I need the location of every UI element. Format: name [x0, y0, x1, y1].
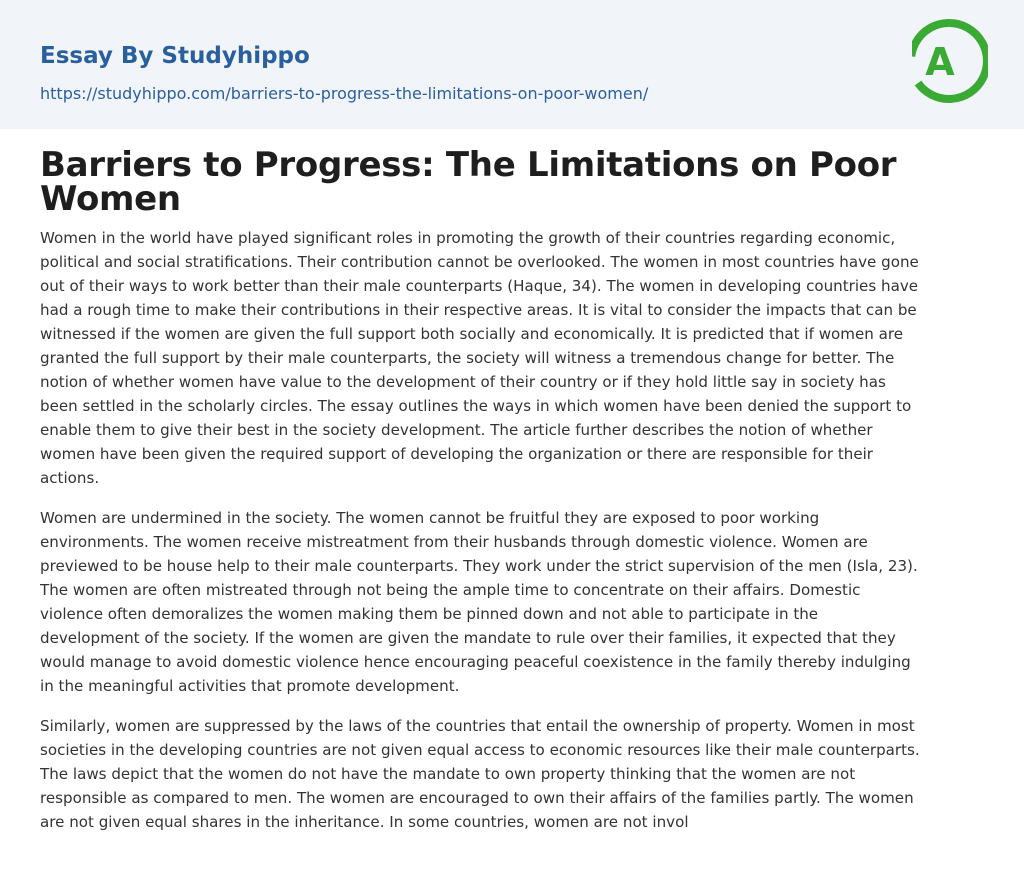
- site-header: [0, 0, 1024, 129]
- paragraph: [40, 226, 985, 490]
- paragraph-line: granted the full support by their male counterparts, the society will witness a tremendous change for better. The: [40, 349, 895, 367]
- studyhippo-logo-icon[interactable]: [912, 19, 988, 105]
- paragraph-line: environments. The women receive mistreatment from their husbands through domestic violence. Women are: [40, 533, 868, 551]
- essay-url-link[interactable]: https://studyhippo.com/barriers-to-progress-the-limitations-on-poor-women/: [40, 84, 649, 103]
- title-line: Barriers to Progress: The Limitations on Poor: [40, 145, 897, 185]
- paragraph-line: women have been given the required support of developing the organization or there are responsible for their: [40, 445, 874, 463]
- article-body: [40, 226, 985, 834]
- title-line: Women: [40, 179, 181, 219]
- paragraph: [40, 714, 985, 834]
- paragraph-line: societies in the developing countries are not given equal access to economic resources like their male counterparts.: [40, 741, 920, 759]
- paragraph-line: actions.: [40, 469, 100, 487]
- paragraph-line: Women in the world have played significant roles in promoting the growth of their countries regarding economic,: [40, 229, 896, 247]
- paragraph-line: previewed to be house help to their male counterparts. They work under the strict supervision of the men (Isla, 23).: [40, 557, 918, 575]
- paragraph-line: out of their ways to work better than their male counterparts (Haque, 34). The women in developing countries have: [40, 277, 919, 295]
- paragraph-line: The women are often mistreated through not being the ample time to concentrate on their affairs. Domestic: [40, 581, 861, 599]
- paragraph-line: Similarly, women are suppressed by the laws of the countries that entail the ownership of property. Women in most: [40, 717, 915, 735]
- paragraph-line: witnessed if the women are given the full support both socially and economically. It is predicted that if women are: [40, 325, 904, 343]
- logo-letter: A: [925, 40, 955, 84]
- paragraph-line: violence often demoralizes the women making them be pinned down and not able to participate in the: [40, 605, 819, 623]
- paragraph-line: responsible as compared to men. The women are encouraged to own their affairs of the families partly. The women: [40, 789, 914, 807]
- paragraph-line: notion of whether women have value to the development of their country or if they hold little say in society has: [40, 373, 886, 391]
- paragraph-line: are not given equal shares in the inheritance. In some countries, women are not invol: [40, 813, 689, 831]
- paragraph: [40, 506, 985, 698]
- article: [40, 145, 985, 850]
- page-title: [40, 145, 985, 219]
- paragraph-line: development of the society. If the women are given the mandate to rule over their families, it expected that they: [40, 629, 896, 647]
- paragraph-line: had a rough time to make their contributions in their respective areas. It is vital to consider the impacts that can be: [40, 301, 917, 319]
- brand-title: Essay By Studyhippo: [40, 43, 310, 69]
- paragraph-line: would manage to avoid domestic violence hence encouraging peaceful coexistence in the family thereby indulging: [40, 653, 911, 671]
- paragraph-line: in the meaningful activities that promote development.: [40, 677, 460, 695]
- paragraph-line: The laws depict that the women do not have the mandate to own property thinking that the women are not: [40, 765, 856, 783]
- paragraph-line: Women are undermined in the society. The women cannot be fruitful they are exposed to poor working: [40, 509, 820, 527]
- paragraph-line: been settled in the scholarly circles. The essay outlines the ways in which women have been denied the support to: [40, 397, 912, 415]
- paragraph-line: political and social stratifications. Their contribution cannot be overlooked. The women in most countries have gone: [40, 253, 919, 271]
- paragraph-line: enable them to give their best in the society development. The article further describes the notion of whether: [40, 421, 873, 439]
